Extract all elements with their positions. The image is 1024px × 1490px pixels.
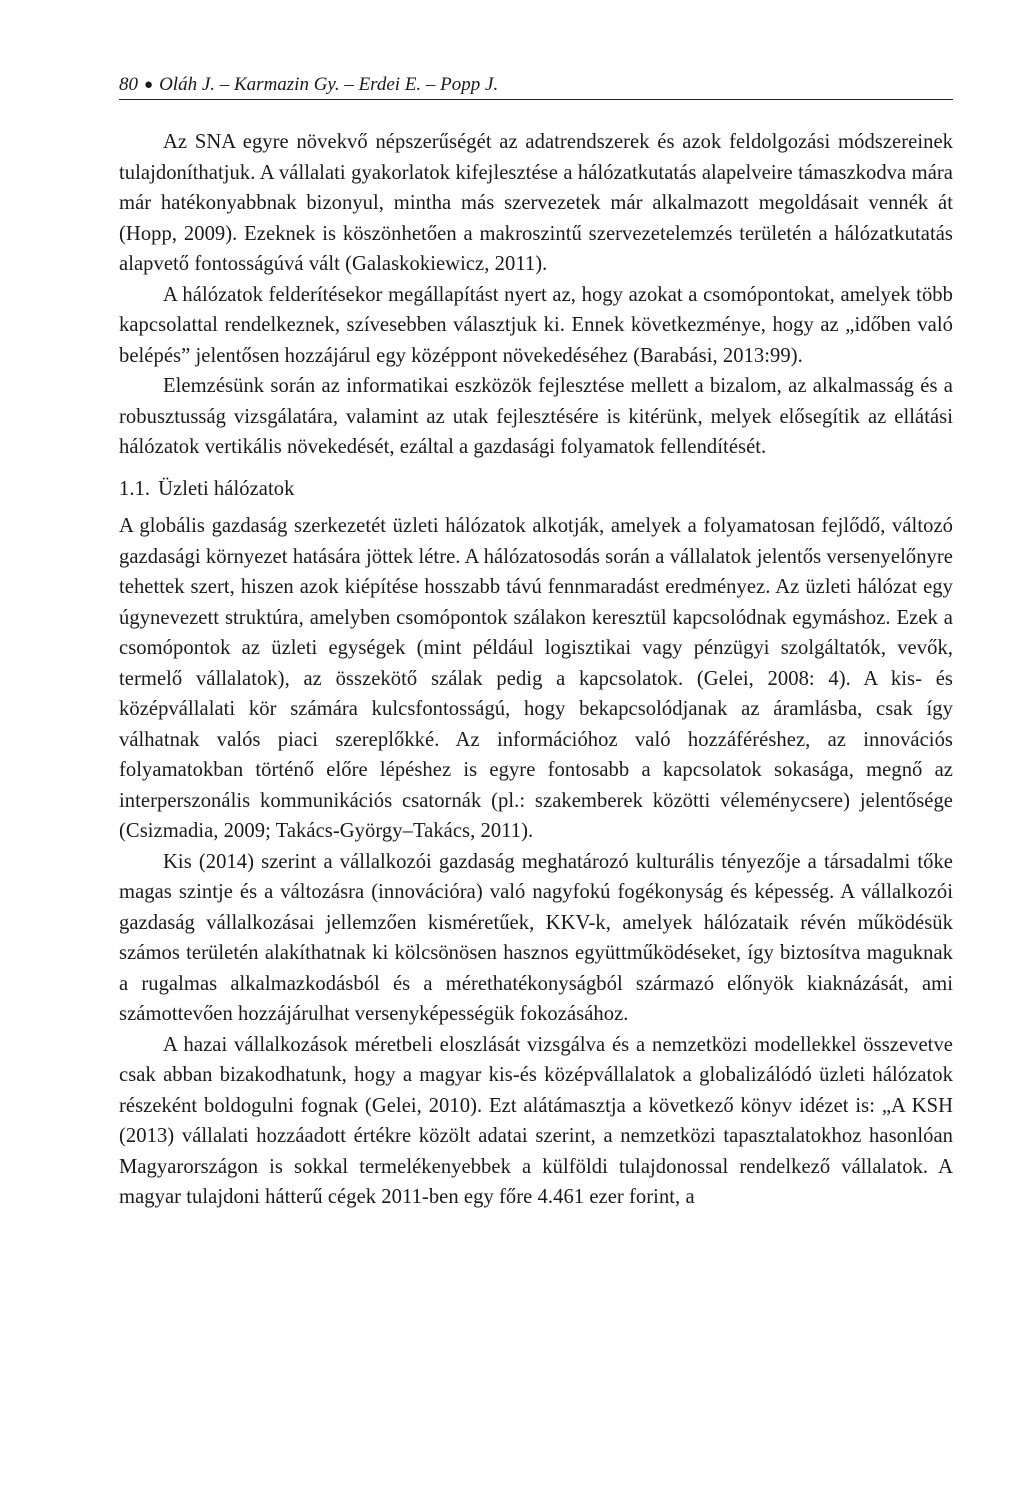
paragraph: Az SNA egyre növekvő népszerűségét az adatrendszerek és azok feldolgozási módszereinek tulajdoníthatjuk. A vállalati gyakorlatok kifejlesztése a hálózatkutatás alapelveire támaszkodva mára már hatékonyabbnak bizonyul, mintha más szervezetek már alkalmazott megoldásait vennék át (Hopp, 2009). Ezeknek is köszönhetően a makroszintű szervezetelemzés területén a hálózatkutatás alapvető fontosságúvá vált (Galaskokiewicz, 2011). xyxy=(119,131,953,275)
page xyxy=(119,72,953,1213)
paragraph: A hazai vállalkozások méretbeli eloszlását vizsgálva és a nemzetközi modellekkel összevetve csak abban bizakodhatunk, hogy a magyar kis-és középvállalatok a globalizálódó üzleti hálózatok részeként boldogulni fognak (Gelei, 2010). Ezt alátámasztja a következő könyv idézet is: „A KSH (2013) vállalati hozzáadott értékre közölt adatai szerint, a nemzetközi tapasztalatokhoz hasonlóan Magyarországon is sokkal termelékenyebbek a külföldi tulajdonossal rendelkező vállalatok. A magyar tulajdoni hátterű cégek 2011-ben egy főre 4.461 ezer forint, a xyxy=(119,1033,953,1208)
bullet-icon: ● xyxy=(144,77,154,93)
section-title: Üzleti hálózatok xyxy=(158,477,295,500)
page-number: 80 xyxy=(119,74,138,95)
paragraph: A hálózatok felderítésekor megállapítást nyert az, hogy azokat a csomópontokat, amelyek több kapcsolattal rendelkeznek, szívesebben választjuk ki. Ennek következménye, hogy az „időben való belépés” jelentősen hozzájárul egy középpont növekedéséhez (Barabási, 2013:99). xyxy=(119,283,953,367)
body-text xyxy=(119,127,953,1213)
section-number: 1.1. xyxy=(119,477,151,500)
section-heading xyxy=(119,474,953,505)
paragraph: Kis (2014) szerint a vállalkozói gazdaság meghatározó kulturális tényezője a társadalmi tőke magas szintje és a változásra (innovációra) való nagyfokú fogékonyság és képesség. A vállalkozói gazdaság vállalkozásai jellemzően kisméretűek, KKV-k, amelyek hálózataik révén működésük számos területén alakíthatnak ki kölcsönösen hasznos együttműködéseket, így biztosítva maguknak a rugalmas alkalmazkodásból és a mérethatékonyságból származó előnyök kiaknázását, ami számottevően hozzájárulhat versenyképességük fokozásához. xyxy=(119,850,953,1025)
paragraph: A globális gazdaság szerkezetét üzleti hálózatok alkotják, amelyek a folyamatosan fejlődő, változó gazdasági környezet hatására jöttek létre. A hálózatosodás során a vállalatok jelentős versenyelőnyre tehettek szert, hiszen azok kiépítése hosszabb távú fennmaradást eredményez. Az üzleti hálózat egy úgynevezett struktúra, amelyben csomópontok szálakon keresztül kapcsolódnak egymáshoz. Ezek a csomópontok az üzleti egységek (mint például logisztikai vagy pénzügyi szolgáltatók, vevők, termelő vállalatok), az összekötő szálak pedig a kapcsolatok. (Gelei, 2008: 4). A kis- és középvállalati kör számára kulcsfontosságú, hogy bekapcsolódjanak az áramlásba, csak így válhatnak valós piaci szereplőkké. Az információhoz való hozzáféréshez, az innovációs folyamatokban történő előre lépéshez is egyre fontosabb a kapcsolatok sokasága, megnő az interperszonális kommunikációs csatornák (pl.: szakemberek közötti véleménycsere) jelentősége (Csizmadia, 2009; Takács-György–Takács, 2011). xyxy=(119,515,953,842)
running-header xyxy=(119,72,953,100)
header-authors: Oláh J. – Karmazin Gy. – Erdei E. – Popp J. xyxy=(159,74,499,95)
paragraph: Elemzésünk során az informatikai eszközök fejlesztése mellett a bizalom, az alkalmasság és a robusztusság vizsgálatára, valamint az utak fejlesztésére is kitérünk, melyek elősegítik az ellátási hálózatok vertikális növekedését, ezáltal a gazdasági folyamatok fellendítését. xyxy=(119,375,953,458)
